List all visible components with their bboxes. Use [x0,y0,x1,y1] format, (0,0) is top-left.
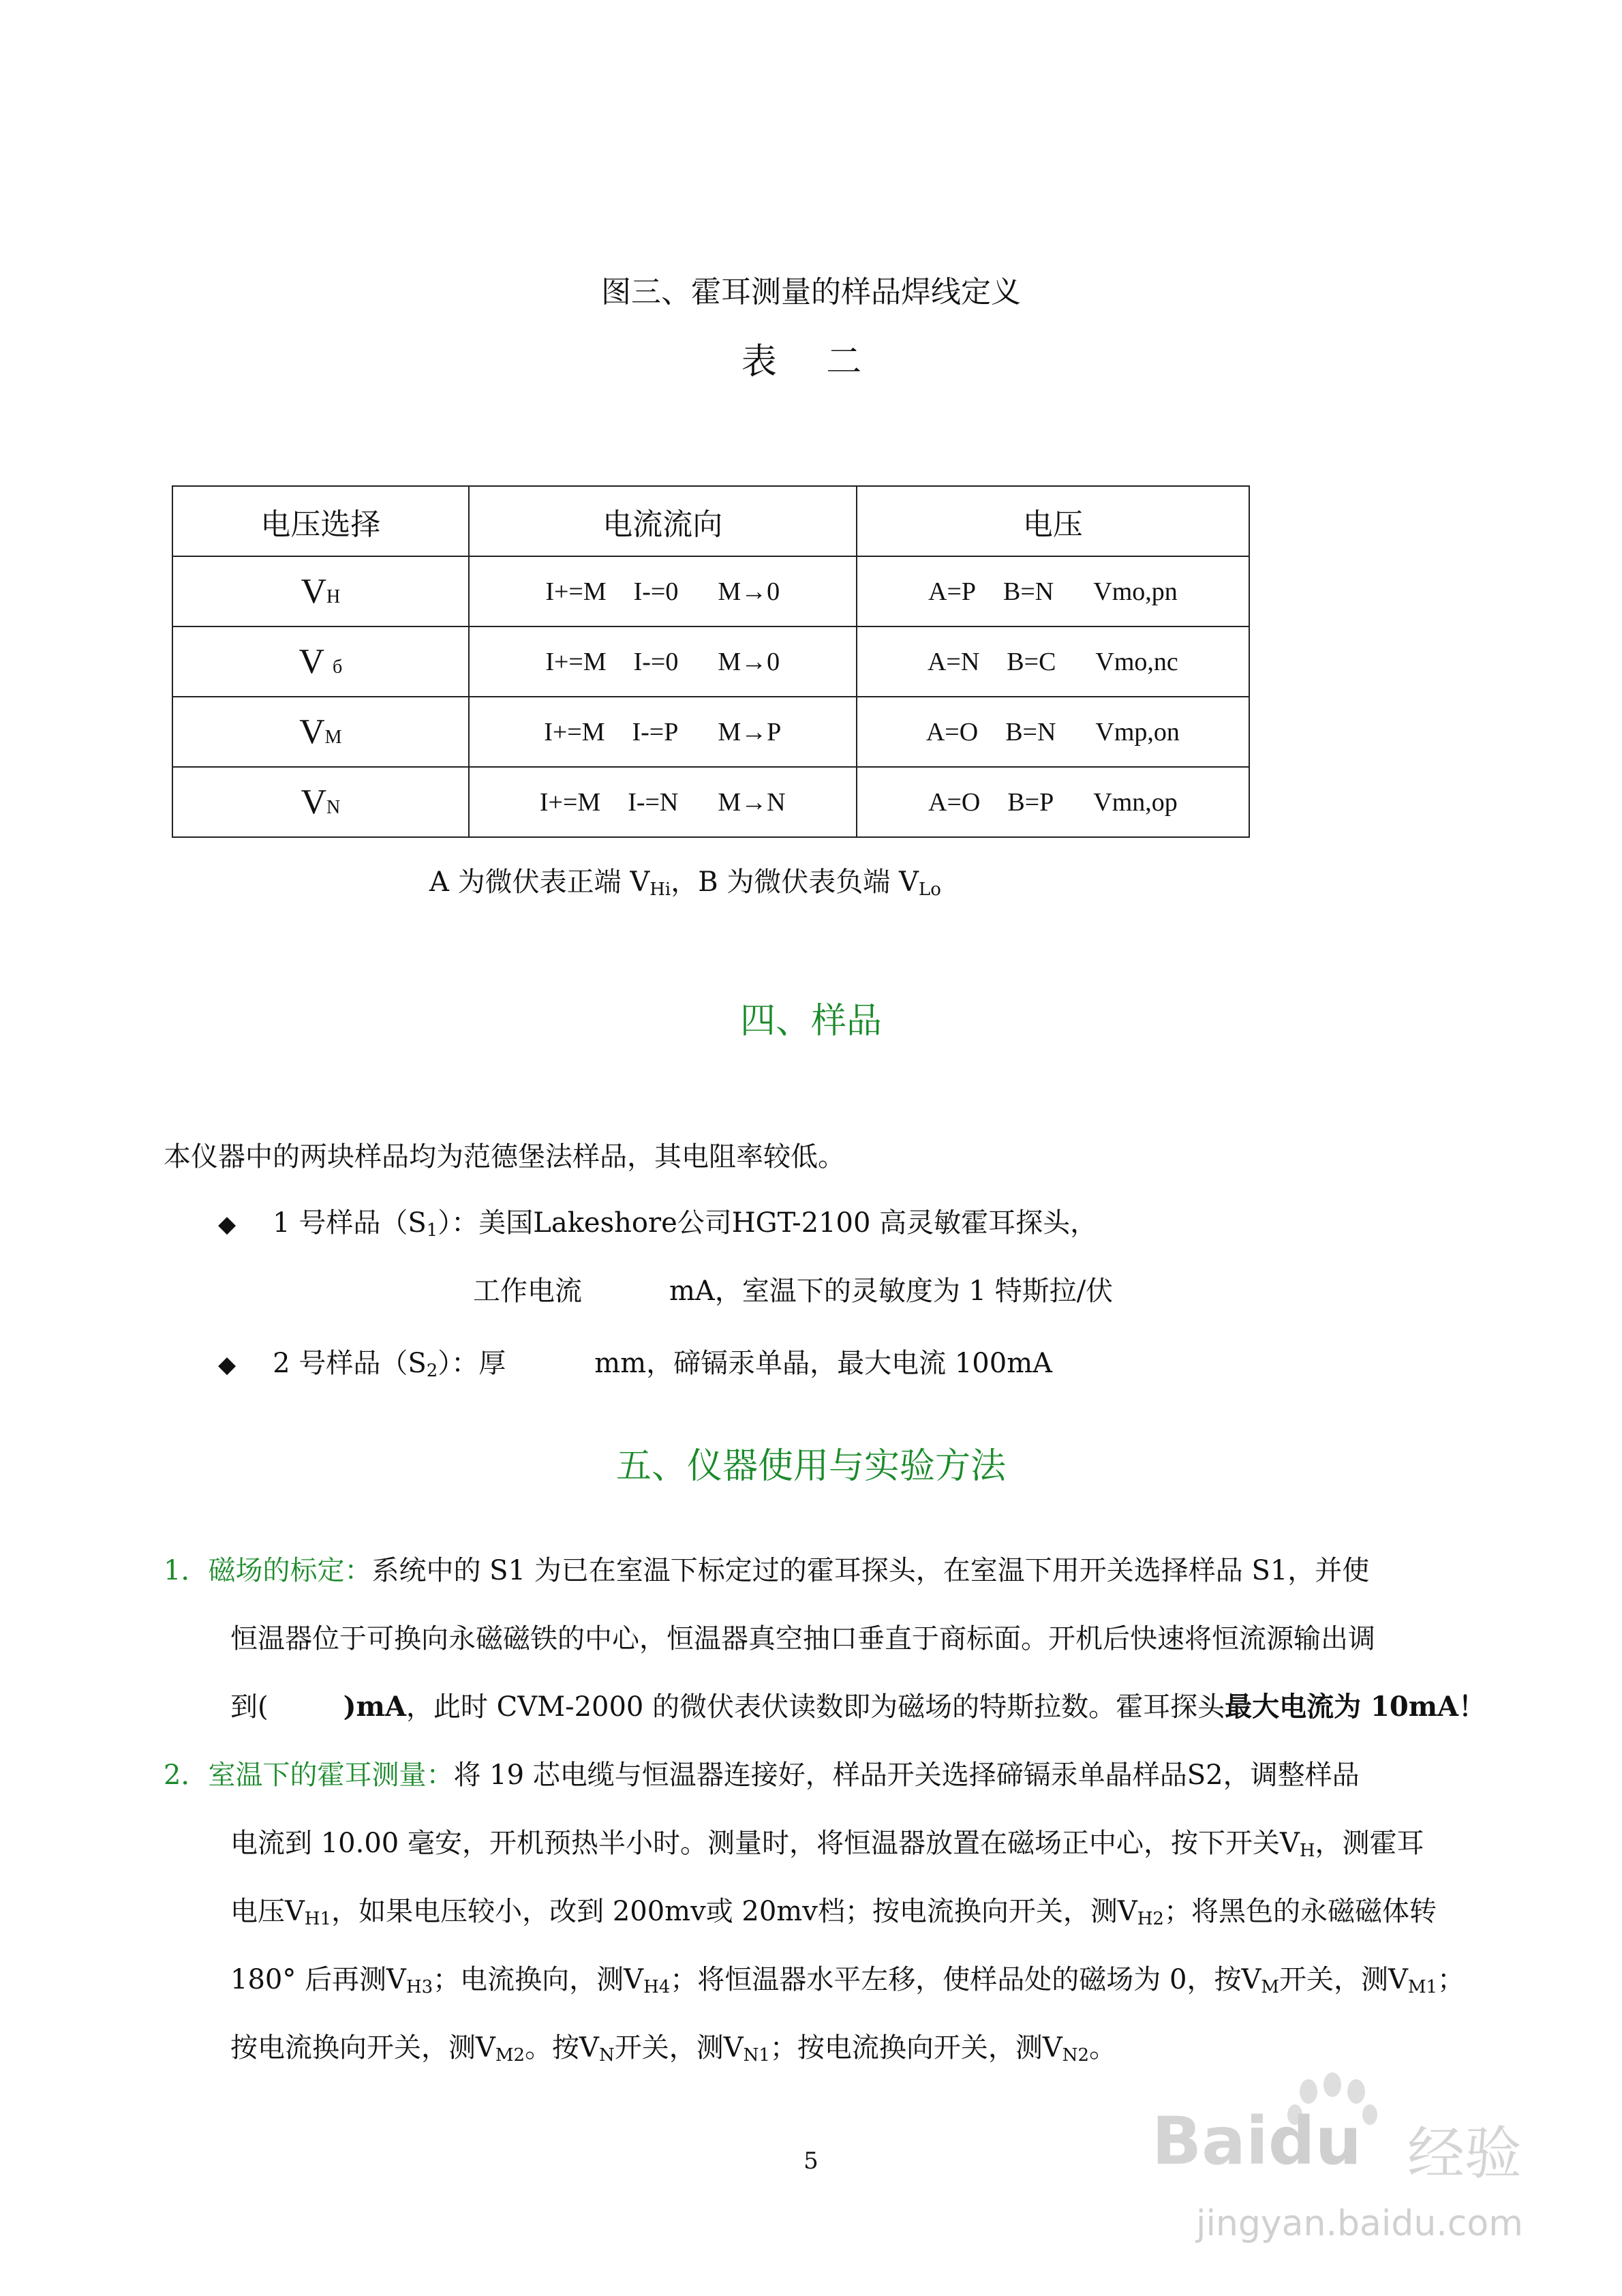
voltage-symbol: V [301,572,327,611]
current-in: I+=M [539,787,601,817]
item-2-text-3b: ，如果电压较小，改到 200mv或 20mv档；按电流换向开关，测V [331,1896,1137,1927]
item-2-text-2a: 电流到 10.00 毫安，开机预热半小时。测量时，将恒温器放置在磁场正中心，按下开关V [230,1828,1300,1859]
current-out: I-=N [628,787,679,817]
current-path: M→0 [718,647,780,676]
section-4-intro: 本仪器中的两块样品均为范德堡法样品，其电阻率较低。 [164,1141,845,1173]
table-note [429,860,941,900]
current-path: M→0 [718,577,780,606]
item-2-text-5d: ；按电流换向开关，测V [769,2032,1062,2064]
watermark-brand [1152,2103,1362,2179]
item-2-line-1 [164,1753,1360,1792]
watermark-brand-text: Bai [1152,2103,1268,2179]
item-2-line-3 [230,1890,1437,1929]
voltage-subscript: H [326,586,341,607]
voltage-subscript: M [324,727,342,748]
header-current-direction: 电流流向 [469,486,857,556]
diamond-bullet-icon: ◆ [218,1351,236,1378]
voltage-subscript: б [333,656,343,678]
terminal-b: B=N [1005,717,1056,746]
item-1-text-3c: ，此时 CVM-2000 的微伏表伏读数即为磁场的特斯拉数。霍耳探头 [406,1691,1225,1723]
voltage-label: Vmo,nc [1095,647,1178,676]
current-cell [469,767,857,837]
voltage-cell [857,626,1249,697]
item-2-text-5c: 开关，测V [614,2032,744,2064]
sample-1-line-2 [473,1269,1113,1308]
sample-2-sub: 2 [426,1361,438,1381]
sample-2-text-c: mm，碲镉汞单晶，最大电流 100mA [594,1348,1053,1379]
sample-2-text-b: ）：厚 [438,1348,506,1379]
item-2-text-5e: 。 [1089,2032,1117,2064]
item-2-text-4a: 180° 后再测V [230,1964,406,1995]
header-voltage-select: 电压选择 [172,486,469,556]
sample-1-line2-b: mA，室温下的灵敏度为 1 特斯拉/伏 [669,1275,1114,1307]
voltage-label: Vmo,pn [1093,577,1178,606]
item-2-text-4c: ；将恒温器水平左移，使样品处的磁场为 0，按V [670,1964,1261,1995]
item-2-sub: N1 [743,2045,770,2066]
current-out: I-=P [632,717,679,746]
voltage-cell [857,556,1249,626]
voltage-subscript: N [326,797,341,818]
note-text-a: A 为微伏表正端 V [429,866,650,898]
item-2-sub: H3 [406,1977,433,1997]
sample-1-text-b: ）：美国Lakeshore公司HGT-2100 高灵敏霍耳探头， [438,1207,1098,1239]
table-title: 表 二 [741,342,881,382]
current-in: I+=M [544,717,605,746]
table-row [172,697,1249,767]
voltage-symbol: V [299,712,325,751]
item-1-text-3b: )mA [343,1691,406,1723]
item-2-line-4 [230,1958,1465,1997]
current-out: I-=0 [633,647,679,676]
terminal-b: B=N [1003,577,1054,606]
voltage-cell [857,697,1249,767]
section-4-title: 四、样品 [739,1001,882,1042]
header-voltage: 电压 [857,486,1249,556]
item-2-text-4d: 开关，测V [1279,1964,1408,1995]
sample-2-item [218,1342,1052,1381]
current-in: I+=M [545,647,607,676]
terminal-a: A=N [927,647,980,676]
item-2-sub: M [1261,1977,1279,1997]
table-header-row [172,486,1249,556]
table-row [172,556,1249,626]
terminal-a: A=O [928,787,981,817]
current-cell [469,626,857,697]
item-2-text-1: 将 19 芯电缆与恒温器连接好，样品开关选择碲镉汞单晶样品S2，调整样品 [453,1759,1360,1791]
figure-caption: 图三、霍耳测量的样品焊线定义 [601,275,1021,309]
sample-1-sub: 1 [426,1220,438,1241]
item-1-text-3a: 到( [230,1691,269,1723]
item-2-sub: M2 [495,2045,525,2066]
voltage-cell [857,767,1249,837]
item-2-text-5b: 。按V [525,2032,599,2064]
voltage-symbol: V [301,783,327,821]
terminal-a: A=P [928,577,977,606]
voltage-label: Vmn,op [1093,787,1178,817]
terminal-b: B=P [1007,787,1054,817]
current-out: I-=0 [633,577,679,606]
current-in: I+=M [545,577,607,606]
voltage-select-cell [172,626,469,697]
sample-1-line2-a: 工作电流 [473,1275,582,1307]
table-row [172,626,1249,697]
page-number: 5 [804,2147,818,2175]
table-row [172,767,1249,837]
current-cell [469,556,857,626]
note-sub-lo: Lo [918,879,941,900]
voltage-select-cell [172,697,469,767]
item-2-text-4e: ； [1437,1964,1465,1995]
item-1-line-3 [230,1685,1486,1724]
voltage-select-cell [172,556,469,626]
item-2-sub: H4 [643,1977,671,1997]
item-2-heading: 2．室温下的霍耳测量： [164,1759,454,1791]
item-2-text-4b: ；电流换向，测V [433,1964,644,1995]
item-2-sub: N [598,2045,615,2066]
current-path: M→N [718,787,786,817]
watermark-brand-du: du [1268,2103,1362,2179]
current-cell [469,697,857,767]
terminal-b: B=C [1007,647,1056,676]
item-2-sub: H2 [1137,1909,1164,1929]
current-path: M→P [718,717,782,746]
sample-1-item [218,1201,1097,1241]
item-2-sub: H1 [304,1909,332,1929]
item-2-sub: M1 [1407,1977,1438,1997]
watermark-url: jingyan.baidu.com [1196,2203,1523,2244]
item-1-line-2: 恒温器位于可换向永磁磁铁的中心，恒温器真空抽口垂直于商标面。开机后快速将恒流源输出调 [230,1623,1375,1655]
voltage-select-cell [172,767,469,837]
sample-2-text-a: 2 号样品（S [273,1348,427,1379]
voltage-label: Vmp,on [1095,717,1180,746]
item-1-text-1: 系统中的 S1 为已在室温下标定过的霍耳探头，在室温下用开关选择样品 S1，并使 [371,1555,1370,1586]
item-1-warning: 最大电流为 10mA！ [1225,1691,1486,1723]
item-2-text-3c: ；将黑色的永磁磁体转 [1163,1896,1437,1927]
voltage-selection-table [172,485,1250,838]
item-1-heading: 1．磁场的标定： [164,1555,372,1586]
item-2-text-3a: 电压V [230,1896,305,1927]
item-1-line-1 [164,1549,1369,1588]
voltage-symbol: V [299,642,324,681]
watermark-cn: 经验 [1407,2120,1522,2187]
note-text-b: ，B 为微伏表负端 V [671,866,919,898]
note-sub-hi: Hi [649,879,671,900]
item-2-line-2 [230,1822,1424,1861]
item-2-line-5 [230,2026,1116,2066]
item-2-text-5a: 按电流换向开关，测V [230,2032,495,2064]
item-2-sub: H [1299,1841,1315,1861]
section-5-title: 五、仪器使用与实验方法 [615,1446,1006,1487]
sample-1-text-a: 1 号样品（S [273,1207,427,1239]
item-2-sub: N2 [1062,2045,1090,2066]
item-2-text-2b: ，测霍耳 [1315,1828,1424,1859]
terminal-a: A=O [925,717,979,746]
diamond-bullet-icon: ◆ [218,1211,236,1238]
